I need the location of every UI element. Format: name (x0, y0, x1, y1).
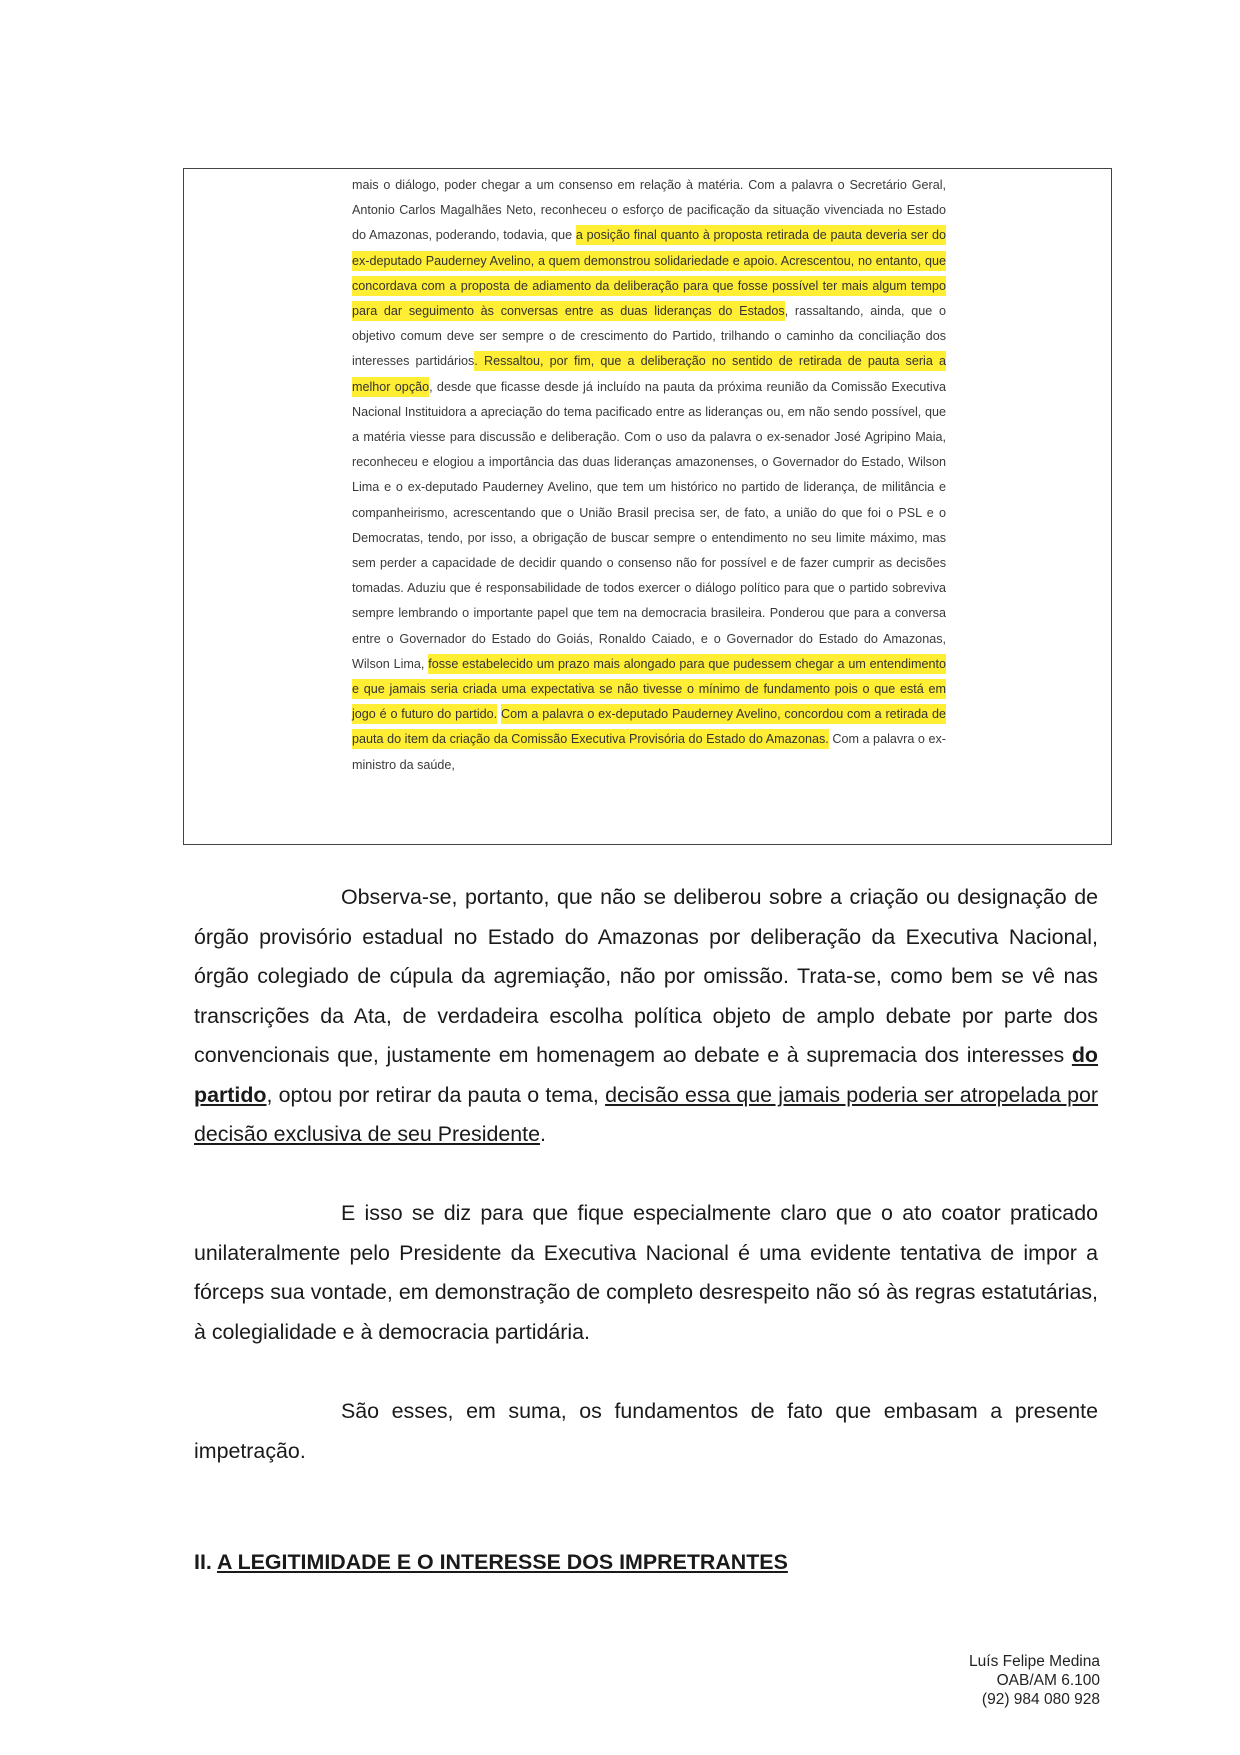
ata-excerpt-image (183, 168, 1112, 845)
section-title: A LEGITIMIDADE E O INTERESSE DOS IMPRETRANTES (216, 1550, 788, 1574)
ata-excerpt-text (352, 173, 946, 778)
paragraph-text: , optou por retirar da pauta o tema, (266, 1082, 606, 1107)
paragraph-e-isso (194, 1194, 1098, 1352)
emphasis-do-partido: do partido (194, 1043, 1098, 1107)
paragraph-text: São esses, em suma, os fundamentos de fato que embasam a presente impetração. (194, 1399, 1098, 1463)
excerpt-highlight: fosse estabelecido um prazo mais alongado para que pudessem chegar a um entendimento e que jamais seria criada uma expectativa se não tivesse o mínimo de fundamento pois o que está em jogo é o futuro do partido. (352, 656, 946, 722)
section-number: II. (194, 1550, 217, 1574)
footer-oab: OAB/AM 6.100 (996, 1672, 1100, 1689)
paragraph-sao-esses (194, 1392, 1098, 1471)
excerpt-highlight: . Ressaltou, por fim, que a deliberação no sentido de retirada de pauta seria a melhor opção (352, 354, 946, 394)
excerpt-highlight: Com a palavra o ex-deputado Pauderney Avelino, concordou com a retirada de pauta do item da criação da Comissão Executiva Provisória do Estado do Amazonas. (352, 707, 947, 747)
paragraph-text: Observa-se, portanto, que não se deliberou sobre a criação ou designação de órgão provisório estadual no Estado do Amazonas por deliberação da Executiva Nacional, órgão colegiado de cúpula da agremiação, não por omissão. Trata-se, como bem se vê nas transcrições da Ata, de verdadeira escolha política objeto de amplo debate por parte dos convencionais que, justamente em homenagem ao debate e à supremacia dos interesses (194, 885, 1098, 1067)
excerpt-segment: Com a palavra o ex-ministro da saúde, (352, 732, 946, 772)
section-heading (194, 1550, 788, 1575)
footer-name: Luís Felipe Medina (969, 1653, 1100, 1670)
paragraph-text: . (540, 1122, 546, 1146)
excerpt-segment: , desde que ficasse desde já incluído na pauta da próxima reunião da Comissão Executiva Nacional Instituidora a apreciação do tema pacificado entre as lideranças ou, em não sendo possível, que a matéria viesse para discussão e deliberação. Com o uso da palavra o ex-senador José Agripino Maia, reconheceu e elogiou a importância das duas lideranças amazonenses, o Governador do Estado, Wilson Lima e o ex-deputado Pauderney Avelino, que tem um histórico no partido de liderança, de militância e companheirismo, acrescentando que o União Brasil precisa ser, de fato, a união do que foi o PSL e o Democratas, tendo, por isso, a obrigação de buscar sempre o entendimento no seu limite máximo, mas sem perder a capacidade de decidir quando o consenso não for possível e de fazer cumprir as decisões tomadas. Aduziu que é responsabilidade de todos exercer o diálogo político para que o partido sobreviva sempre lembrando o importante papel que tem na democracia brasileira. Ponderou que para a conversa entre o Governador do Estado do Goiás, Ronaldo Caiado, e o Governador do Estado do Amazonas, Wilson Lima, (352, 379, 946, 671)
paragraph-observa-se (194, 878, 1098, 1155)
excerpt-segment: mais o diálogo, poder chegar a um consenso em relação à matéria. Com a palavra o Secretário Geral, Antonio Carlos Magalhães Neto, reconheceu o esforço de pacificação da situação vivenciada no Estado do Amazonas, poderando, todavia, que (352, 178, 946, 243)
underlined-decisao: decisão essa que jamais poderia ser atropelada por decisão exclusiva de seu Presidente (194, 1082, 1098, 1146)
signature-footer (969, 1652, 1100, 1709)
footer-phone: (92) 984 080 928 (981, 1691, 1100, 1708)
excerpt-highlight: a posição final quanto à proposta retirada de pauta deveria ser do ex-deputado Pauderney Avelino, a quem demonstrou solidariedade e apoio. Acrescentou, no entanto, que concordava com a proposta de adiamento da deliberação para que fosse possível ter mais algum tempo para dar seguimento às conversas entre as duas lideranças do Estados (352, 228, 947, 319)
excerpt-segment: , rassaltando, ainda, que o objetivo comum deve ser sempre o de crescimento do Partido, trilhando o caminho da conciliação dos interesses partidários (352, 304, 946, 369)
paragraph-text: E isso se diz para que fique especialmente claro que o ato coator praticado unilateralmente pelo Presidente da Executiva Nacional é uma evidente tentativa de impor a fórceps sua vontade, em demonstração de completo desrespeito não só às regras estatutárias, à colegialidade e à democracia partidária. (194, 1201, 1098, 1344)
